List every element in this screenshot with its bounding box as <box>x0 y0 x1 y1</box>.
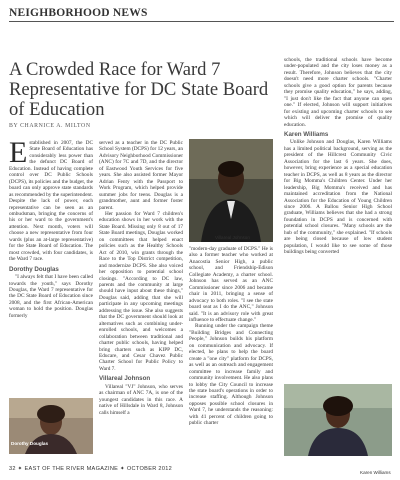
paragraph: "I always felt that I have been called towards the youth," says Dorothy Douglas, the Ward 7 representative for the DC State Board of Education since 2008, and the first African-American woman to hold the position. Douglas formerly <box>9 274 93 319</box>
paragraph: served as a teacher in the DC Public School System (DCPS) for 12 years, an Advisory Neighborhood Commissioner (ANC) for 7C and 7D, and the director of Eastwood Youth Services for five years. She also assisted former Mayor Adrian Fenty with the Passport to Work Program, which helped provide summer jobs for teens. Douglas is a grandmother, aunt and former foster parent. <box>99 140 184 211</box>
photo-karen-williams <box>284 384 392 456</box>
article-headline: A Crowded Race for Ward 7 Representative for DC State Board of Education <box>9 59 269 120</box>
caption-karen-williams: Karen Williams <box>360 470 391 475</box>
section-header: NEIGHBORHOOD NEWS <box>9 7 148 19</box>
article-column-2 <box>99 140 183 416</box>
paragraph: Running under the campaign theme "Building Bridges and Connecting People," Johnson builds his platform on communication and advocacy. If elected, he plans to help the board create a "one city" platform for DCPS, as well as an outreach and engagement committee to increase family and community involvement. He also plans to lobby the City Council to increase the state board's operations in order to increase staffing. Although Johnson opposes possible school closures in Ward 7, he understands the reasoning: with 41 percent of children going to public charter <box>189 323 273 427</box>
photo-villareal-johnson <box>189 139 273 242</box>
paragraph: Villareal "VJ" Johnson, who serves as chairman of ANC 7A, is one of the youngest candidates in this race. A native of Hillsdale in Ward 8, Johnson calls himself a <box>99 383 183 416</box>
subhead-karen-williams: Karen Williams <box>284 130 329 138</box>
drop-cap: E <box>9 136 28 169</box>
portrait-image <box>284 384 392 456</box>
paragraph: stablished in 2007, the DC State Board of Education has considerably less power than the defunct DC Board of Education. Instead of having complete control over DC Public Schools (DCPS), its policies and the budget, the board can only approve state standards as recommended by the superintendent. Despite the lack of power, each representative can be seen as an ombudsman, bringing the concerns of his or her ward to the government's attention. Next month, voters will choose a new representative from four wards (plus an at-large representative) for the State Board of Education. The most crowded, with four candidates, is the Ward 7 race. <box>9 140 93 263</box>
subhead-dorothy-douglas: Dorothy Douglas <box>9 265 59 273</box>
article-column-3 <box>189 246 273 427</box>
paragraph: schools, the traditional schools have become under-populated and the city loses money as a result. Therefore, Johnson believes that the city doesn't need more charter schools. "Charter schools give a good option for parents because they promise quality education," he says, adding, "I just don't like the fact that anyone can open one." If elected, Johnson will support initiatives for existing and upcoming charter schools to see which will deliver the promise of quality education. <box>284 57 392 128</box>
article-column-4 <box>284 57 392 256</box>
header-rule <box>9 21 394 22</box>
caption-dorothy-douglas: Dorothy Douglas <box>11 441 49 446</box>
byline: BY CHARNICE A. MILTON <box>9 123 91 129</box>
paragraph: "modern-day graduate of DCPS." He is also a former teacher who worked at Anacostia Senior High, a public school, and Friendship-Edison Collegiate Academy, a charter school. Johnson has served as an ANC Commissioner since 2006 and became chair in 2011, bringing a sense of advocacy to both roles. "I see the state board seat as I do the ANC," Johnson said. "It is an advisory role with great influence to effectuate change." <box>189 246 273 323</box>
subhead-villareal-johnson: Villareal Johnson <box>99 375 151 383</box>
caption-villareal-johnson: Villareal Johnson <box>215 235 250 240</box>
article-column-1 <box>9 136 93 319</box>
portrait-image <box>189 139 273 242</box>
paragraph: Her passion for Ward 7 children's education shows in her work with the State Board. Missing only 8 out of 17 State Board meetings, Douglas worked on committees that helped enact policies such as the Healthy Schools Act of 2010, win grants through the Race to the Top District competition, and modernize DCPS. She also voiced her opposition to potential school closings. "According to DC law, parents and the community at large should have input about these things," Douglas said, adding that she will participate in any upcoming meetings addressing the issue. She also suggests that the DC government should look at alternatives such as combining under-enrolled schools, and welcomes a collaboration between traditional and charter public schools, having helped bring charters such as KIPP DC, Educare, and Cesar Chavez Public Charter School for Public Policy to Ward 7. <box>99 210 183 372</box>
paragraph: Unlike Johnson and Douglas, Karen Williams has a limited political background, serving as the president of the Hillcrest Community Civic Association for the last 6 years. She does, however, bring experience as a special education teacher in DCPS, as well as 8 years as the director for Big Momma's Children Center. Under her leadership, Big Momma's received and has maintained accreditation from the National Association for the Education of Young Children since 2006. A Ballou Senior High School graduate, Williams believes that she had a strong foundation in DCPS and is concerned with potential school closures. "Many schools are the hub of the community," she explained. "If schools are being closed because of low student population, I would like to see some of those buildings being converted <box>284 139 392 256</box>
page-footer: 32 ✦ EAST OF THE RIVER MAGAZINE ✦ OCTOBER 2012 <box>9 466 173 472</box>
